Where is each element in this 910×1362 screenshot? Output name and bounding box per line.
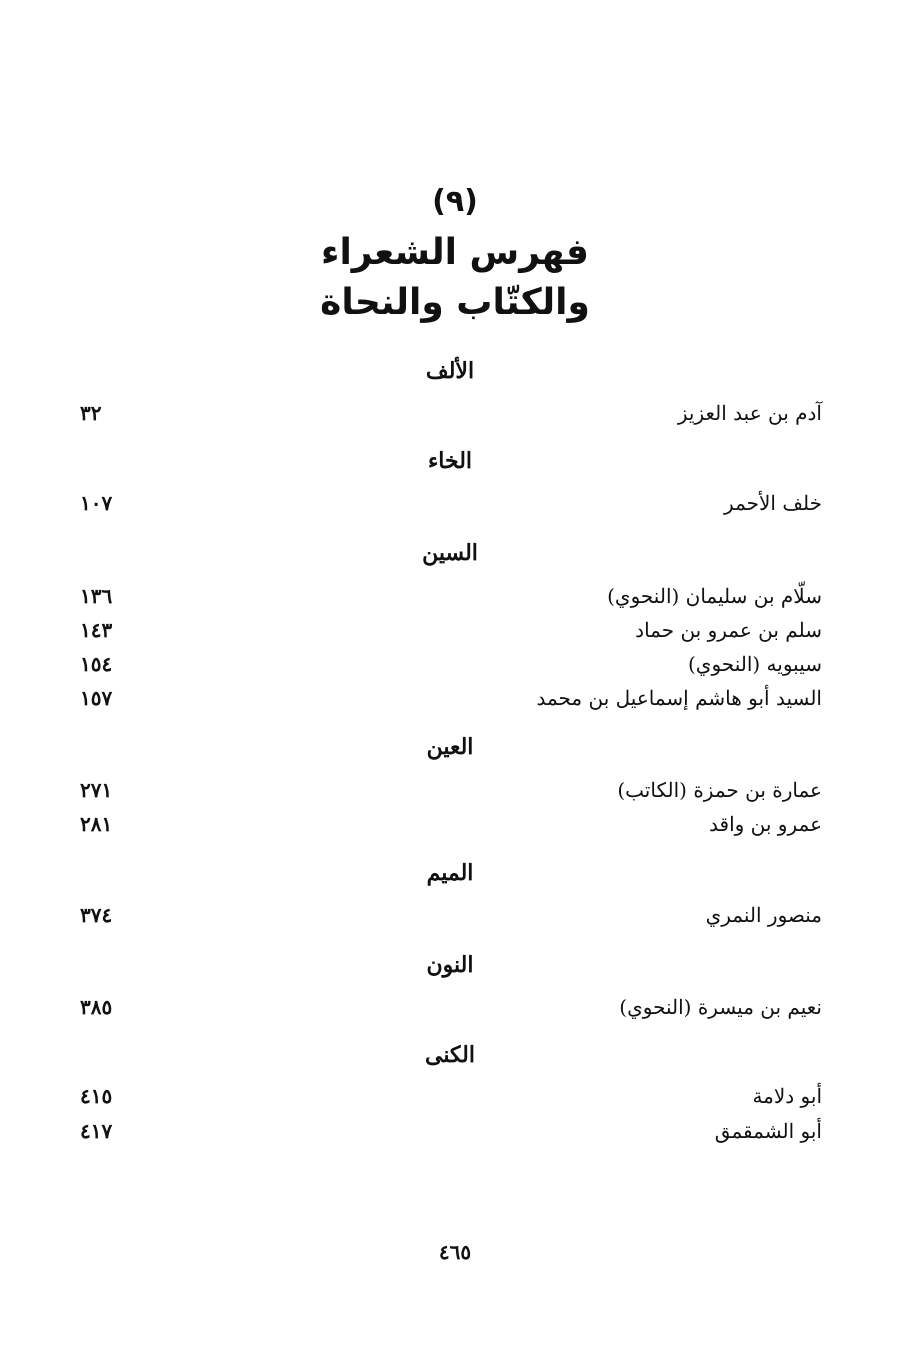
entry-name: عمرو بن واقد	[709, 812, 822, 836]
section-heading-nun: النون	[426, 952, 474, 978]
entry-name: منصور النمري	[705, 903, 822, 927]
index-entry	[60, 686, 822, 716]
section-heading-alif: الألف	[425, 358, 475, 384]
index-entry	[60, 812, 822, 842]
index-entry	[60, 584, 822, 614]
entry-name: سيبويه (النحوي)	[688, 652, 822, 676]
entry-name: عمارة بن حمزة (الكاتب)	[617, 778, 822, 802]
section-heading-kuna: الكنى	[425, 1042, 475, 1068]
entry-page-number: ١٠٧	[80, 491, 113, 515]
entry-page-number: ٣٧٤	[80, 903, 113, 927]
index-entry	[60, 903, 822, 933]
index-title-line-2: والكتّاب والنحاة	[320, 282, 590, 323]
entry-page-number: ٣٨٥	[80, 995, 113, 1019]
index-entry	[60, 778, 822, 808]
entry-name: سلّام بن سليمان (النحوي)	[607, 584, 822, 608]
index-entry	[60, 1084, 822, 1114]
entry-page-number: ١٥٤	[80, 652, 113, 676]
index-entry	[60, 995, 822, 1025]
index-entry	[60, 401, 822, 431]
chapter-number: (٩)	[432, 184, 478, 219]
section-heading-sin: السين	[422, 540, 478, 566]
entry-page-number: ٤١٧	[80, 1119, 113, 1143]
entry-page-number: ٢٨١	[80, 812, 113, 836]
entry-name: أبو الشمقمق	[714, 1119, 822, 1143]
entry-page-number: ٤١٥	[80, 1084, 113, 1108]
entry-page-number: ١٥٧	[80, 686, 113, 710]
entry-name: نعيم بن ميسرة (النحوي)	[619, 995, 822, 1019]
entry-name: آدم بن عبد العزيز	[677, 401, 822, 425]
entry-name: السيد أبو هاشم إسماعيل بن محمد	[536, 686, 822, 710]
section-heading-ain: العين	[426, 734, 474, 760]
index-entry	[60, 491, 822, 521]
entry-name: سلم بن عمرو بن حماد	[635, 618, 822, 642]
entry-name: خلف الأحمر	[724, 491, 822, 515]
page-number: ٤٦٥	[438, 1240, 472, 1264]
entry-page-number: ١٣٦	[80, 584, 113, 608]
index-entry	[60, 652, 822, 682]
entry-page-number: ١٤٣	[80, 618, 113, 642]
entry-page-number: ٢٧١	[80, 778, 113, 802]
entry-name: أبو دلامة	[752, 1084, 822, 1108]
index-title-line-1: فهرس الشعراء	[321, 232, 589, 273]
section-heading-mim: الميم	[426, 860, 474, 886]
index-entry	[60, 618, 822, 648]
index-entry	[60, 1119, 822, 1149]
entry-page-number: ٣٢	[80, 401, 102, 425]
section-heading-kha: الخاء	[427, 448, 473, 474]
